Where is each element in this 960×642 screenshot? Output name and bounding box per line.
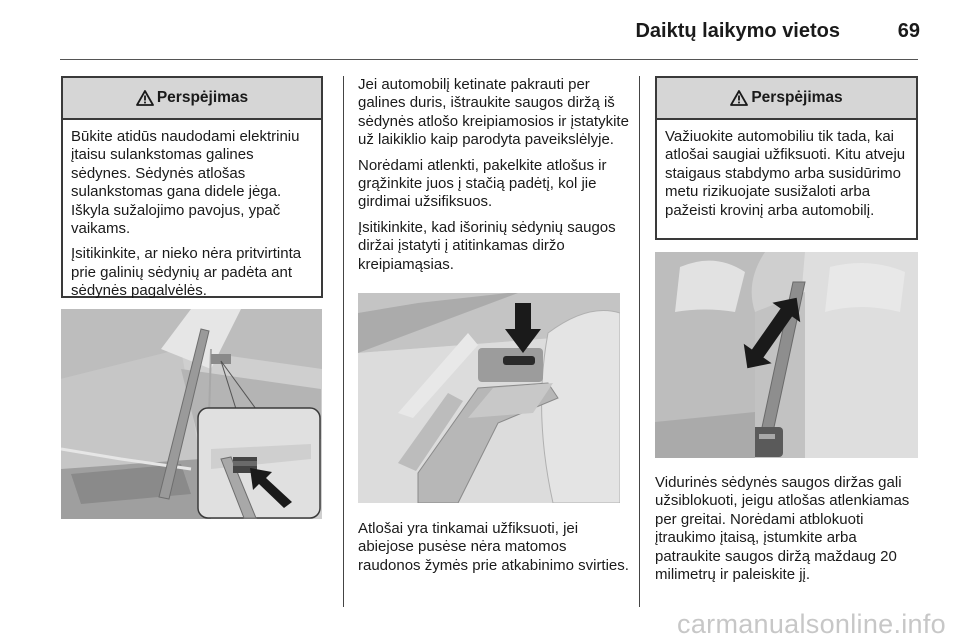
warning-title: Perspėjimas: [751, 89, 843, 106]
column-divider-left: [343, 76, 344, 607]
warning-body: [63, 120, 321, 314]
warning-title: Perspėjimas: [156, 89, 249, 106]
warning-header: [63, 78, 321, 120]
column-divider-right: [639, 76, 640, 607]
body-paragraph: Norėdami atlenkti, pakelkite atlošus ir grąžinkite juos į stačią padėtį, kol jie girdimai užsifiksuos.: [358, 156, 607, 211]
text-block-bottom: [358, 520, 630, 582]
figure-belt-guide: [358, 293, 620, 503]
body-paragraph: Vidurinės sėdynės saugos diržas gali užsiblokuoti, jeigu atlošas atlenkiamas per greitai. Norėdami atblokuoti įtraukimo įtaisą, įstumkite arba patraukite saugos diržą maždaug 20 milimetrų ir paleiskite jį.: [655, 474, 910, 584]
warning-header: [657, 78, 916, 120]
arrow-icon: [246, 464, 296, 509]
warning-paragraph: Važiuokite automobiliu tik tada, kai atlošai saugiai užfiksuoti. Kitu atveju staigaus stabdymo arba susidūrimo metu rizikuojate susižaloti arba pažeisti krovinį arba automobilį.: [665, 128, 906, 219]
warning-box-left: [61, 76, 323, 298]
figure-belt-holder: [61, 309, 322, 519]
text-block-top: [358, 76, 630, 281]
double-arrow-icon: [737, 290, 807, 376]
watermark: carmanualsonline.info: [677, 609, 946, 639]
warning-triangle-icon: [730, 90, 748, 106]
body-paragraph: Jei automobilį ketinate pakrauti per galines duris, ištraukite saugos diržą iš sėdynės atlošo kreipiamosios ir įstatykite už laikiklio kaip parodyta paveikslėlyje.: [358, 76, 629, 149]
arrow-down-icon: [505, 303, 541, 355]
warning-paragraph: Būkite atidūs naudodami elektriniu įtaisu sulankstomas galines sėdynes. Sėdynės atlošas sulankstomas gana didele jėga. Iškyla sužalojimo pavojus, ypač vaikams.: [71, 128, 300, 238]
warning-box-right: [655, 76, 918, 240]
warning-body: [657, 120, 916, 233]
warning-paragraph: Įsitikinkite, ar nieko nėra pritvirtinta prie galinių sėdynių ar padėta ant sėdynės pagalvėlės.: [71, 245, 302, 300]
body-paragraph: Įsitikinkite, kad išorinių sėdynių saugos diržai įstatyti į atitinkamas diržo kreipiamąsias.: [358, 218, 616, 273]
warning-triangle-icon: [136, 90, 154, 106]
page-number: 69: [897, 20, 920, 42]
text-block-bottom-right: [655, 474, 921, 591]
figure-middle-belt: [655, 252, 918, 458]
body-paragraph: Atlošai yra tinkamai užfiksuoti, jei abiejose pusėse nėra matomos raudonos žymės prie atkabinimo svirties.: [358, 520, 629, 574]
header-rule: [60, 59, 918, 60]
page-header-title: Daiktų laikymo vietos: [635, 20, 840, 42]
